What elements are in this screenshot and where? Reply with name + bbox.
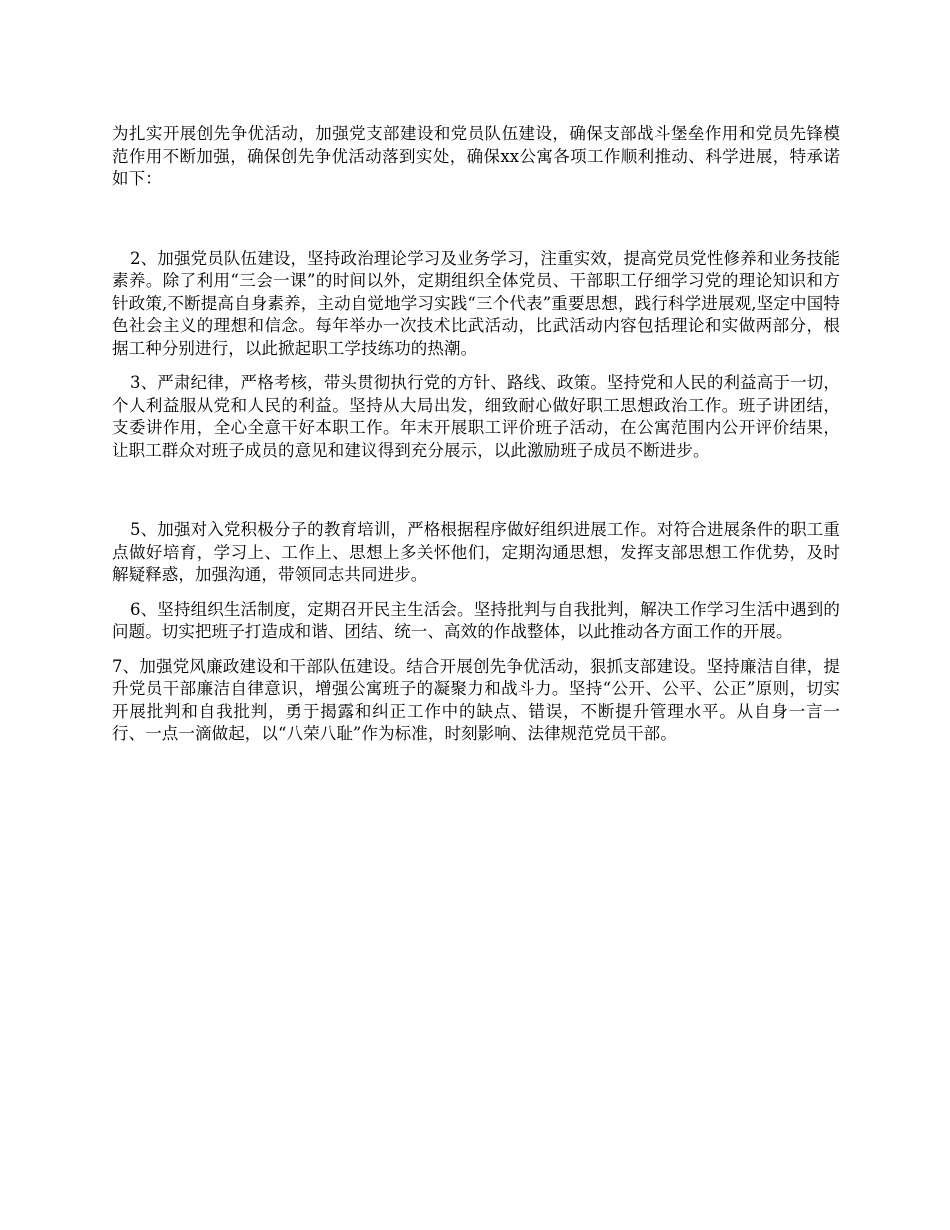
paragraph-gap xyxy=(112,360,840,372)
item-5-paragraph: 5、加强对入党积极分子的教育培训，严格根据程序做好组织进展工作。对符合进展条件的职工重点做好培育，学习上、工作上、思想上多关怀他们，定期沟通思想，发挥支部思想工作优势，及时解疑释惑，加强沟通，带领同志共同进步。 xyxy=(112,520,840,584)
item-3-paragraph: 3、严肃纪律，严格考核，带头贯彻执行党的方针、路线、政策。坚持党和人民的利益高于一切，个人利益服从党和人民的利益。坚持从大局出发，细致耐心做好职工思想政治工作。班子讲团结，支委讲作用，全心全意干好本职工作。年末开展职工评价班子活动，在公寓范围内公开评价结果，让职工群众对班子成员的意见和建议得到充分展示，以此激励班子成员不断进步。 xyxy=(112,373,840,460)
document-body xyxy=(112,123,840,746)
paragraph-gap xyxy=(112,644,840,656)
intro-paragraph: 为扎实开展创先争优活动，加强党支部建设和党员队伍建设，确保支部战斗堡垒作用和党员先锋模范作用不断加强，确保创先争优活动落到实处，确保xx公寓各项工作顺利推动、科学进展，特承诺如下： xyxy=(112,124,840,188)
item-2-paragraph: 2、加强党员队伍建设，坚持政治理论学习及业务学习，注重实效，提高党员党性修养和业务技能素养。除了利用“三会一课”的时间以外，定期组织全体党员、干部职工仔细学习党的理论知识和方针政策,不断提高自身素养，主动自觉地学习实践“三个代表”重要思想，践行科学进展观,坚定中国特色社会主义的理想和信念。每年举办一次技术比武活动，比武活动内容包括理论和实做两部分，根据工种分别进行，以此掀起职工学技练功的热潮。 xyxy=(112,248,840,358)
paragraph-gap xyxy=(112,191,840,248)
item-6-paragraph: 6、坚持组织生活制度，定期召开民主生活会。坚持批判与自我批判，解决工作学习生活中遇到的问题。切实把班子打造成和谐、团结、统一、高效的作战整体，以此推动各方面工作的开展。 xyxy=(112,599,840,641)
paragraph-gap xyxy=(112,462,840,519)
item-7-paragraph: 7、加强党风廉政建设和干部队伍建设。结合开展创先争优活动，狠抓支部建设。坚持廉洁自律，提升党员干部廉洁自律意识，增强公寓班子的凝聚力和战斗力。坚持“公开、公平、公正”原则，切实开展批判和自我批判，勇于揭露和纠正工作中的缺点、错误，不断提升管理水平。从自身一言一行、一点一滴做起，以“八荣八耻”作为标准，时刻影响、法律规范党员干部。 xyxy=(112,656,840,743)
paragraph-gap xyxy=(112,587,840,599)
